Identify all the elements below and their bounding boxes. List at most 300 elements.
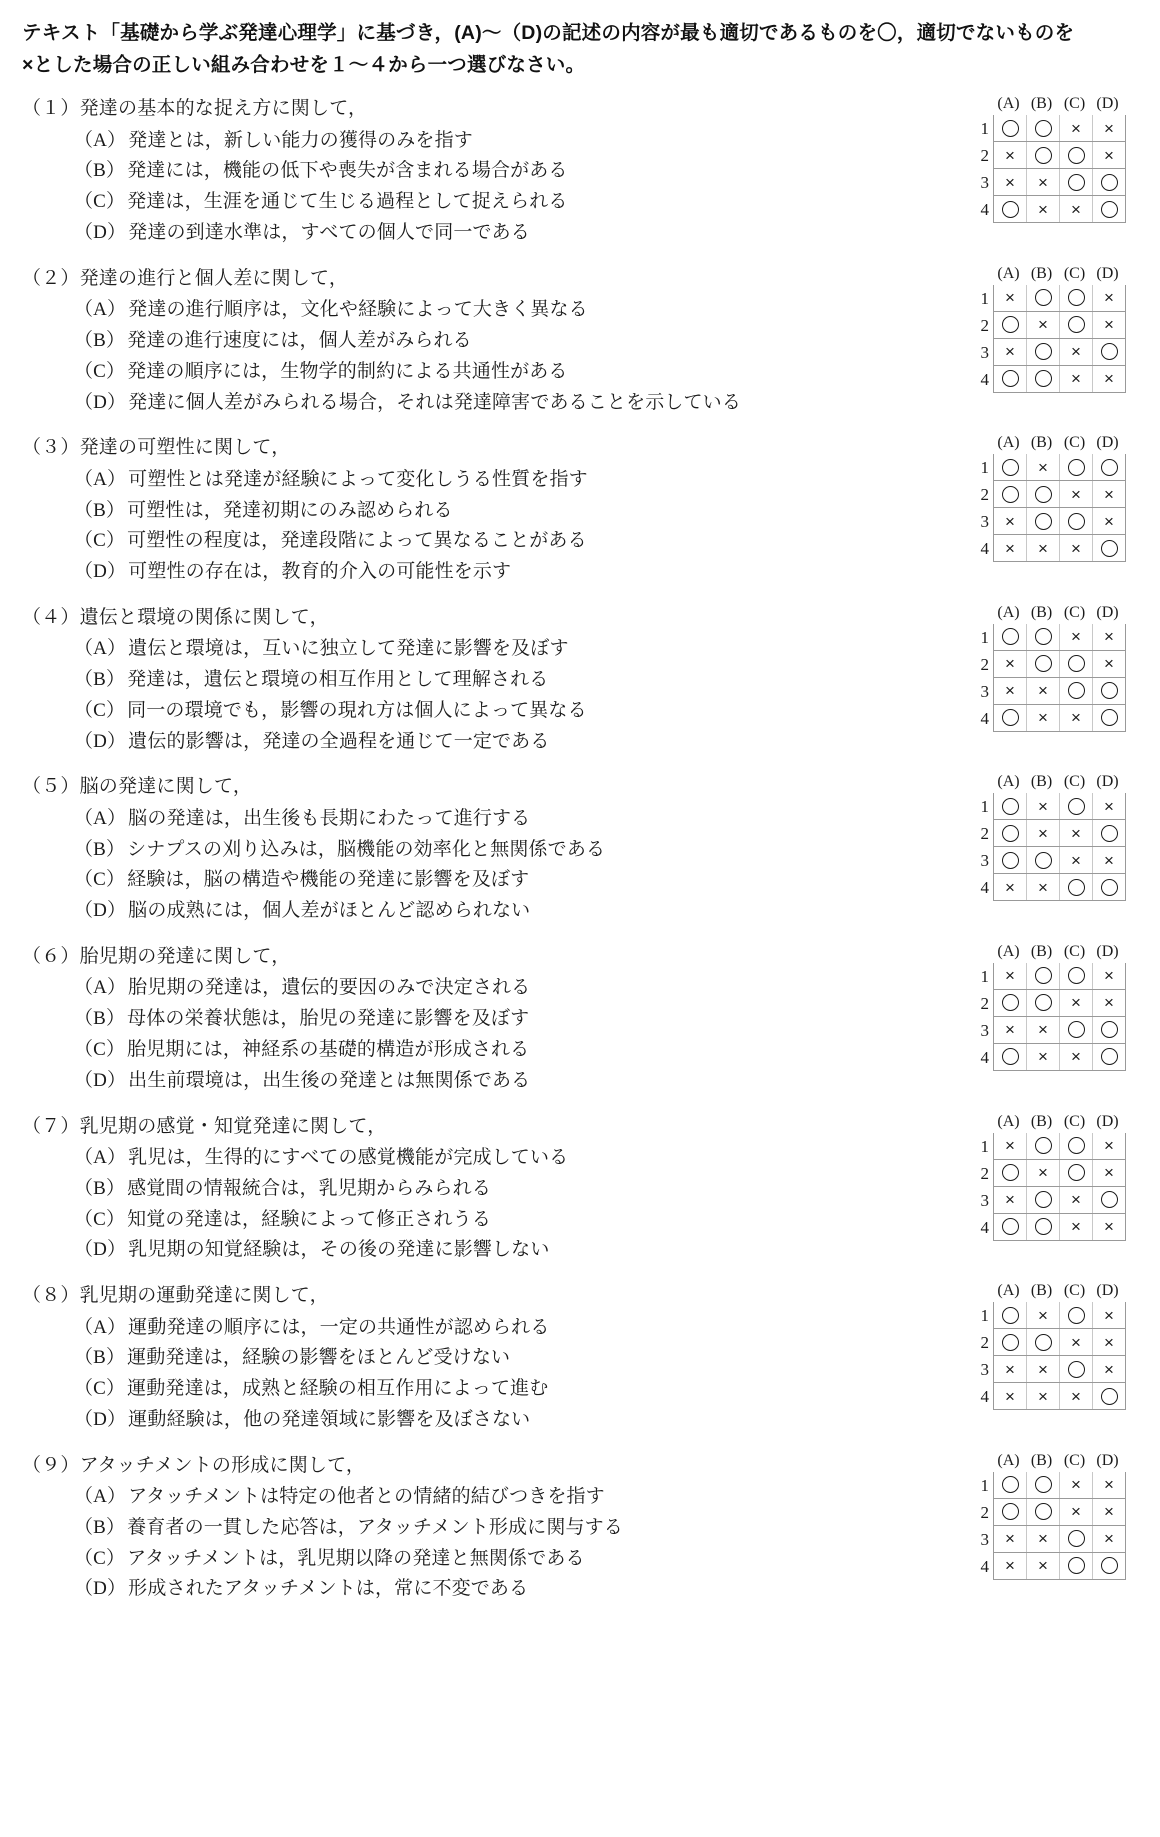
mark-cross-icon: × — [1060, 535, 1093, 561]
answer-column-header: (C) — [1063, 264, 1086, 282]
statement-text: 経験は，脳の構造や機能の発達に影響を及ぼす — [127, 869, 530, 891]
answer-column-headers — [958, 434, 1126, 452]
answer-option-row[interactable] — [958, 339, 1126, 366]
answer-mark-cells — [993, 705, 1126, 732]
answer-option-row[interactable] — [958, 366, 1126, 393]
statement-text: シナプスの刈り込みは，脳機能の効率化と無関係である — [127, 838, 606, 860]
answer-option-row[interactable] — [958, 169, 1126, 196]
statement-label: （C） — [74, 699, 126, 721]
answer-column-headers — [958, 773, 1126, 791]
answer-option-number: 1 — [980, 1136, 989, 1156]
mark-cross-icon: × — [1027, 196, 1060, 222]
answer-option-number: 1 — [980, 1306, 989, 1326]
mark-cross-icon: × — [1027, 1356, 1060, 1382]
answer-mark-cells — [993, 1133, 1126, 1160]
answer-option-row[interactable] — [958, 1383, 1126, 1410]
statement-label: （C） — [74, 869, 126, 891]
statement-text: 発達は，遺伝と環境の相互作用として理解される — [127, 669, 549, 691]
answer-mark-cells — [993, 678, 1126, 705]
answer-option-grid — [958, 604, 1126, 732]
question — [22, 1113, 1138, 1267]
answer-column-header: (C) — [1063, 1282, 1086, 1300]
answer-option-grid — [958, 773, 1126, 901]
mark-circle-icon — [1093, 874, 1125, 900]
mark-cross-icon: × — [1060, 847, 1093, 873]
answer-column-header: (B) — [1030, 1112, 1053, 1130]
mark-circle-icon — [994, 990, 1027, 1016]
mark-circle-icon — [1060, 169, 1093, 195]
mark-circle-icon — [1060, 285, 1093, 311]
mark-circle-icon — [994, 196, 1027, 222]
statement-text: 運動経験は，他の発達領域に影響を及ぼさない — [128, 1408, 531, 1430]
mark-cross-icon: × — [1027, 678, 1060, 704]
mark-circle-icon — [1027, 990, 1060, 1016]
mark-circle-icon — [1060, 1017, 1093, 1043]
question — [22, 773, 1138, 927]
answer-option-number: 3 — [980, 681, 989, 701]
statement-text: 遺伝と環境は，互いに独立して発達に影響を及ぼす — [128, 638, 569, 660]
question-heading: （３）発達の可塑性に関して， — [22, 437, 291, 459]
answer-mark-cells — [993, 196, 1126, 223]
statement-text: 感覚間の情報統合は，乳児期からみられる — [127, 1177, 491, 1199]
answer-option-row[interactable] — [958, 196, 1126, 223]
mark-cross-icon: × — [1104, 654, 1114, 674]
mark-circle-icon — [994, 847, 1027, 873]
statement-text: 可塑性は，発達初期にのみ認められる — [127, 499, 453, 521]
answer-option-number: 1 — [980, 966, 989, 986]
statement-text: 可塑性の程度は，発達段階によって異なることがある — [127, 530, 587, 552]
mark-cross-icon: × — [1104, 1136, 1114, 1156]
mark-cross-icon: × — [1060, 366, 1093, 392]
answer-option-row[interactable] — [958, 508, 1126, 535]
answer-column-header: (A) — [997, 773, 1020, 791]
answer-mark-cells — [993, 651, 1126, 678]
mark-circle-icon — [1060, 1302, 1093, 1328]
answer-column-header: (D) — [1096, 942, 1119, 960]
mark-cross-icon: × — [994, 1017, 1027, 1043]
mark-circle-icon — [994, 1302, 1027, 1328]
mark-circle-icon — [1027, 847, 1060, 873]
answer-column-header: (C) — [1063, 942, 1086, 960]
answer-option-grid — [958, 943, 1126, 1071]
mark-cross-icon: × — [994, 1553, 1027, 1579]
answer-column-headers — [958, 1282, 1126, 1300]
answer-mark-cells — [993, 820, 1126, 847]
answer-column-header: (D) — [1096, 773, 1119, 791]
answer-mark-cells — [993, 1383, 1126, 1410]
answer-column-header: (B) — [1030, 773, 1053, 791]
mark-cross-icon: × — [1027, 1553, 1060, 1579]
mark-cross-icon: × — [994, 1187, 1027, 1213]
answer-option-number: 3 — [980, 1020, 989, 1040]
question — [22, 265, 1138, 419]
question-heading: （８）乳児期の運動発達に関して， — [22, 1285, 329, 1307]
statement-label: （C） — [74, 530, 126, 552]
answer-option-row[interactable] — [958, 1214, 1126, 1241]
answer-column-headers — [958, 1113, 1126, 1131]
question — [22, 434, 1138, 588]
mark-cross-icon: × — [994, 963, 1027, 989]
statement-label: （C） — [74, 1547, 126, 1569]
statement-text: 発達の進行速度には，個人差がみられる — [127, 329, 472, 351]
answer-option-row[interactable] — [958, 847, 1126, 874]
mark-circle-icon — [1027, 508, 1060, 534]
answer-option-row[interactable] — [958, 1526, 1126, 1553]
answer-option-row[interactable] — [958, 1160, 1126, 1187]
answer-column-header: (A) — [997, 942, 1020, 960]
answer-mark-cells — [993, 1356, 1126, 1383]
answer-option-number: 4 — [980, 1387, 989, 1407]
answer-option-row[interactable] — [958, 651, 1126, 678]
statement-label: （C） — [74, 191, 126, 213]
answer-option-row[interactable] — [958, 1017, 1126, 1044]
statement-text: 発達は，生涯を通じて生じる過程として捉えられる — [127, 191, 568, 213]
mark-circle-icon — [1093, 1017, 1125, 1043]
statement-text: 発達の到達水準は，すべての個人で同一である — [128, 221, 530, 243]
mark-cross-icon: × — [1027, 874, 1060, 900]
statement-text: 養育者の一貫した応答は，アタッチメント形成に関与する — [127, 1516, 623, 1538]
statement-text: 乳児期の知覚経験は，その後の発達に影響しない — [128, 1239, 550, 1261]
mark-cross-icon: × — [1104, 1163, 1114, 1183]
statement-label: （D） — [74, 221, 127, 243]
mark-cross-icon: × — [1027, 1017, 1060, 1043]
statement-label: （C） — [74, 1208, 126, 1230]
mark-cross-icon: × — [1060, 1214, 1093, 1240]
mark-cross-icon: × — [1104, 1305, 1114, 1325]
statement-label: （C） — [74, 1039, 126, 1060]
statement-label: （A） — [74, 638, 127, 660]
statement-label: （D） — [74, 730, 127, 752]
answer-mark-cells — [993, 874, 1126, 901]
answer-column-headers — [958, 95, 1126, 113]
statement-label: （D） — [74, 1578, 127, 1600]
answer-option-grid — [958, 1282, 1126, 1410]
mark-circle-icon — [994, 705, 1027, 731]
answer-option-number: 4 — [980, 200, 989, 220]
answer-mark-cells — [993, 1526, 1126, 1553]
answer-column-headers — [958, 943, 1126, 961]
statement-text: 運動発達は，経験の影響をほとんど受けない — [127, 1347, 511, 1369]
answer-option-row[interactable] — [958, 1553, 1126, 1580]
statement-label: （B） — [74, 329, 126, 351]
answer-option-row[interactable] — [958, 963, 1126, 990]
answer-option-number: 3 — [980, 851, 989, 871]
mark-circle-icon — [1093, 705, 1125, 731]
statement-text: 胎児期の発達は，遺伝的要因のみで決定される — [128, 977, 531, 999]
answer-mark-cells — [993, 115, 1126, 142]
question-heading: （６）胎児期の発達に関して， — [22, 945, 291, 967]
mark-circle-icon — [1060, 651, 1093, 677]
answer-option-row[interactable] — [958, 705, 1126, 732]
answer-mark-cells — [993, 142, 1126, 169]
mark-cross-icon: × — [1104, 850, 1114, 870]
answer-mark-cells — [993, 990, 1126, 1017]
mark-circle-icon — [1060, 1160, 1093, 1186]
answer-column-header: (D) — [1096, 264, 1119, 282]
mark-circle-icon — [1027, 339, 1060, 365]
answer-option-row[interactable] — [958, 535, 1126, 562]
mark-cross-icon: × — [1104, 369, 1114, 389]
statement-text: 発達の進行順序は，文化や経験によって大きく異なる — [128, 299, 588, 321]
answer-mark-cells — [993, 847, 1126, 874]
mark-circle-icon — [1027, 1329, 1060, 1355]
question-heading: （１）発達の基本的な捉え方に関して， — [22, 98, 368, 120]
answer-column-header: (D) — [1096, 434, 1119, 452]
mark-circle-icon — [994, 312, 1027, 338]
answer-column-header: (B) — [1030, 434, 1053, 452]
mark-circle-icon — [994, 115, 1027, 141]
mark-circle-icon — [1027, 481, 1060, 507]
mark-circle-icon — [1093, 1553, 1125, 1579]
statement-label: （D） — [74, 391, 127, 413]
answer-option-number: 1 — [980, 119, 989, 139]
statement-label: （A） — [74, 129, 127, 151]
mark-cross-icon: × — [1104, 1359, 1114, 1379]
statement-label: （B） — [74, 1008, 126, 1030]
answer-column-header: (B) — [1030, 1282, 1053, 1300]
mark-cross-icon: × — [994, 142, 1027, 168]
statement-label: （D） — [74, 1069, 127, 1091]
mark-cross-icon: × — [1104, 1502, 1114, 1522]
mark-cross-icon: × — [1027, 793, 1060, 819]
mark-cross-icon: × — [994, 874, 1027, 900]
answer-option-number: 1 — [980, 627, 989, 647]
statement-text: 胎児期には，神経系の基礎的構造が形成される — [127, 1039, 530, 1060]
answer-option-row[interactable] — [958, 793, 1126, 820]
answer-option-number: 1 — [980, 797, 989, 817]
answer-option-row[interactable] — [958, 285, 1126, 312]
answer-option-row[interactable] — [958, 874, 1126, 901]
answer-option-row[interactable] — [958, 624, 1126, 651]
answer-column-header: (B) — [1030, 264, 1053, 282]
answer-mark-cells — [993, 963, 1126, 990]
mark-cross-icon: × — [1104, 627, 1114, 647]
statement-label: （A） — [74, 299, 127, 321]
answer-option-row[interactable] — [958, 1044, 1126, 1071]
mark-cross-icon: × — [1104, 288, 1114, 308]
answer-mark-cells — [993, 481, 1126, 508]
question — [22, 1452, 1138, 1606]
statement-text: 発達の順序には，生物学的制約による共通性がある — [127, 360, 568, 382]
mark-cross-icon: × — [994, 1356, 1027, 1382]
mark-cross-icon: × — [1060, 1187, 1093, 1213]
mark-circle-icon — [994, 454, 1027, 480]
answer-option-grid — [958, 434, 1126, 562]
mark-cross-icon: × — [1060, 115, 1093, 141]
mark-cross-icon: × — [994, 535, 1027, 561]
mark-circle-icon — [994, 793, 1027, 819]
answer-column-header: (A) — [997, 1112, 1020, 1130]
answer-option-row[interactable] — [958, 1499, 1126, 1526]
mark-circle-icon — [1093, 196, 1125, 222]
answer-option-row[interactable] — [958, 454, 1126, 481]
answer-option-number: 4 — [980, 708, 989, 728]
mark-circle-icon — [1093, 535, 1125, 561]
answer-option-row[interactable] — [958, 481, 1126, 508]
answer-option-number: 4 — [980, 1047, 989, 1067]
mark-circle-icon — [1093, 339, 1125, 365]
answer-option-row[interactable] — [958, 820, 1126, 847]
answer-option-row[interactable] — [958, 1302, 1126, 1329]
mark-cross-icon: × — [1060, 1329, 1093, 1355]
statement-label: （A） — [74, 807, 127, 829]
question-heading: （４）遺伝と環境の関係に関して， — [22, 606, 329, 628]
statement-text: 運動発達は，成熟と経験の相互作用によって進む — [127, 1378, 549, 1400]
mark-cross-icon: × — [994, 1133, 1027, 1159]
statement-label: （B） — [74, 838, 126, 860]
mark-cross-icon: × — [994, 169, 1027, 195]
mark-circle-icon — [1060, 312, 1093, 338]
mark-cross-icon: × — [1060, 196, 1093, 222]
mark-cross-icon: × — [1027, 705, 1060, 731]
mark-circle-icon — [1093, 820, 1125, 846]
answer-option-row[interactable] — [958, 1133, 1126, 1160]
answer-mark-cells — [993, 169, 1126, 196]
answer-option-number: 3 — [980, 1360, 989, 1380]
mark-cross-icon: × — [1104, 1332, 1114, 1352]
answer-option-number: 2 — [980, 993, 989, 1013]
answer-option-row[interactable] — [958, 990, 1126, 1017]
mark-circle-icon — [994, 1472, 1027, 1498]
mark-cross-icon: × — [1060, 1499, 1093, 1525]
mark-cross-icon: × — [994, 508, 1027, 534]
statement-label: （D） — [74, 900, 127, 922]
answer-option-row[interactable] — [958, 1356, 1126, 1383]
mark-circle-icon — [994, 1499, 1027, 1525]
answer-column-header: (B) — [1030, 942, 1053, 960]
answer-option-row[interactable] — [958, 115, 1126, 142]
answer-option-row[interactable] — [958, 1472, 1126, 1499]
answer-column-headers — [958, 1452, 1126, 1470]
statement-label: （D） — [74, 561, 127, 583]
mark-cross-icon: × — [1104, 315, 1114, 335]
answer-option-number: 2 — [980, 146, 989, 166]
answer-mark-cells — [993, 624, 1126, 651]
question-heading: （７）乳児期の感覚・知覚発達に関して， — [22, 1115, 387, 1137]
answer-mark-cells — [993, 793, 1126, 820]
answer-option-number: 3 — [980, 1190, 989, 1210]
answer-option-number: 4 — [980, 1556, 989, 1576]
mark-cross-icon: × — [1104, 511, 1114, 531]
answer-column-header: (B) — [1030, 95, 1053, 113]
statement-label: （C） — [74, 360, 126, 382]
mark-cross-icon: × — [1027, 1302, 1060, 1328]
mark-cross-icon: × — [1104, 145, 1114, 165]
mark-circle-icon — [1093, 1383, 1125, 1409]
statement-label: （A） — [74, 1486, 127, 1508]
answer-option-number: 2 — [980, 1502, 989, 1522]
answer-option-grid — [958, 95, 1126, 223]
mark-cross-icon: × — [1027, 169, 1060, 195]
mark-cross-icon: × — [1027, 454, 1060, 480]
question — [22, 95, 1138, 249]
statement-text: 発達とは，新しい能力の獲得のみを指す — [128, 129, 473, 151]
mark-cross-icon: × — [1027, 1383, 1060, 1409]
answer-mark-cells — [993, 1329, 1126, 1356]
answer-column-header: (C) — [1063, 1451, 1086, 1469]
statement-text: 脳の成熟には，個人差がほとんど認められない — [128, 900, 531, 922]
answer-option-grid — [958, 1113, 1126, 1241]
mark-circle-icon — [1060, 874, 1093, 900]
answer-option-number: 2 — [980, 485, 989, 505]
answer-column-header: (D) — [1096, 1451, 1119, 1469]
mark-circle-icon — [994, 1214, 1027, 1240]
statement-label: （B） — [74, 1516, 126, 1538]
mark-cross-icon: × — [1104, 1475, 1114, 1495]
answer-option-row[interactable] — [958, 312, 1126, 339]
instructions — [22, 18, 1138, 81]
mark-cross-icon: × — [1104, 966, 1114, 986]
mark-cross-icon: × — [1060, 990, 1093, 1016]
mark-circle-icon — [1060, 678, 1093, 704]
statement-text: 出生前環境は，出生後の発達とは無関係である — [128, 1069, 531, 1091]
answer-mark-cells — [993, 1044, 1126, 1071]
answer-option-row[interactable] — [958, 678, 1126, 705]
answer-option-row[interactable] — [958, 1187, 1126, 1214]
answer-mark-cells — [993, 1499, 1126, 1526]
question-list — [22, 95, 1138, 1605]
answer-option-number: 4 — [980, 1217, 989, 1237]
instructions-line-2: ×とした場合の正しい組み合わせを１〜４から一つ選びなさい。 — [22, 53, 586, 76]
mark-cross-icon: × — [1027, 1044, 1060, 1070]
answer-column-header: (A) — [997, 434, 1020, 452]
statement-text: 形成されたアタッチメントは，常に不変である — [128, 1578, 529, 1600]
question — [22, 604, 1138, 758]
answer-option-row[interactable] — [958, 142, 1126, 169]
answer-option-number: 2 — [980, 1163, 989, 1183]
mark-cross-icon: × — [994, 1383, 1027, 1409]
mark-cross-icon: × — [1060, 820, 1093, 846]
answer-column-header: (A) — [997, 1282, 1020, 1300]
statement-text: 脳の発達は，出生後も長期にわたって進行する — [128, 807, 531, 829]
answer-option-number: 3 — [980, 512, 989, 532]
answer-column-header: (C) — [1063, 1112, 1086, 1130]
statement-text: アタッチメントは，乳児期以降の発達と無関係である — [127, 1547, 585, 1569]
statement-text: 運動発達の順序には，一定の共通性が認められる — [128, 1316, 550, 1338]
answer-option-number: 3 — [980, 173, 989, 193]
mark-cross-icon: × — [1060, 1044, 1093, 1070]
mark-circle-icon — [994, 1160, 1027, 1186]
mark-cross-icon: × — [1104, 1529, 1114, 1549]
answer-option-number: 4 — [980, 539, 989, 559]
answer-option-row[interactable] — [958, 1329, 1126, 1356]
statement-text: 発達に個人差がみられる場合，それは発達障害であることを示している — [128, 391, 741, 413]
mark-circle-icon — [1060, 1133, 1093, 1159]
answer-column-header: (D) — [1096, 603, 1119, 621]
answer-mark-cells — [993, 339, 1126, 366]
statement-text: 可塑性の存在は，教育的介入の可能性を示す — [128, 561, 512, 583]
answer-mark-cells — [993, 508, 1126, 535]
mark-circle-icon — [1027, 651, 1060, 677]
mark-cross-icon: × — [1104, 1217, 1114, 1237]
answer-mark-cells — [993, 312, 1126, 339]
statement-text: 母体の栄養状態は，胎児の発達に影響を及ぼす — [127, 1008, 530, 1030]
statement-text: 発達には，機能の低下や喪失が含まれる場合がある — [127, 160, 568, 182]
answer-option-number: 2 — [980, 654, 989, 674]
mark-circle-icon — [1093, 678, 1125, 704]
answer-column-headers — [958, 604, 1126, 622]
answer-mark-cells — [993, 1302, 1126, 1329]
statement-label: （B） — [74, 1347, 126, 1369]
mark-circle-icon — [1093, 1187, 1125, 1213]
statement-text: 同一の環境でも，影響の現れ方は個人によって異なる — [127, 699, 587, 721]
mark-cross-icon: × — [1060, 481, 1093, 507]
statement-text: 乳児は，生得的にすべての感覚機能が完成している — [128, 1147, 569, 1169]
answer-option-number: 4 — [980, 369, 989, 389]
answer-option-number: 2 — [980, 824, 989, 844]
answer-column-header: (C) — [1063, 603, 1086, 621]
statement-label: （D） — [74, 1408, 127, 1430]
